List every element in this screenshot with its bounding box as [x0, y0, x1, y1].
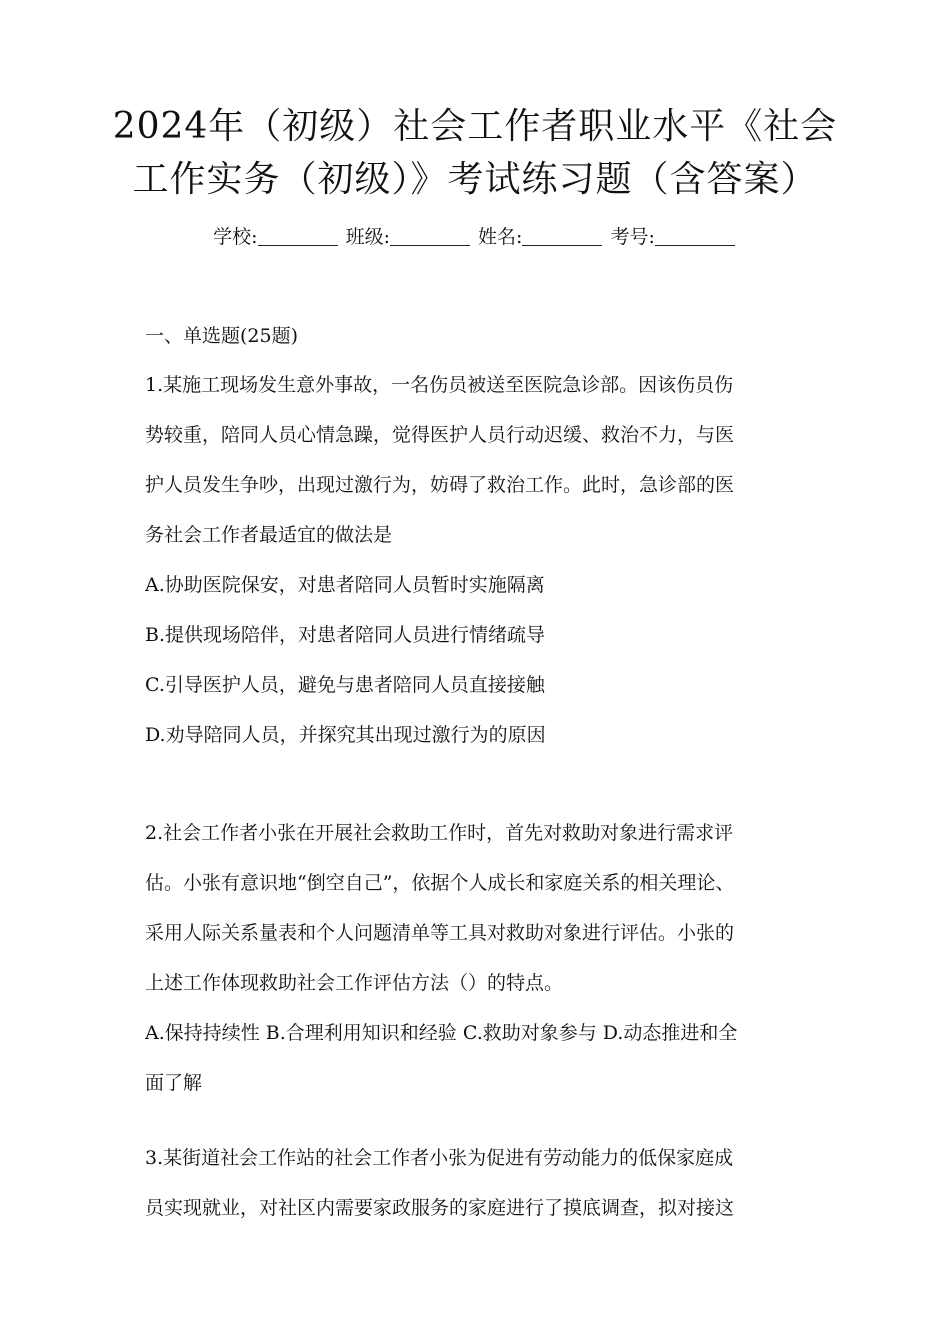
school-label: 学校:	[213, 226, 258, 248]
question-2-options: A.保持持续性 B.合理利用知识和经验 C.救助对象参与 D.动态推进和全	[145, 1022, 738, 1044]
question-1-line-3: 护人员发生争吵，出现过激行为，妨碍了救治工作。此时，急诊部的医	[145, 474, 735, 496]
document-title-line-2: 工作实务（初级）》考试练习题（含答案）	[132, 159, 818, 200]
section-heading: 一、单选题(25题)	[145, 325, 299, 347]
name-label: 姓名:	[478, 226, 523, 248]
question-2-line-2: 估。小张有意识地“倒空自己”，依据个人成长和家庭关系的相关理论、	[145, 872, 735, 894]
question-2-line-3: 采用人际关系量表和个人问题清单等工具对救助对象进行评估。小张的	[145, 922, 735, 944]
student-info-line	[100, 224, 850, 250]
question-1-line-4: 务社会工作者最适宜的做法是	[145, 524, 393, 546]
question-1-line-2: 势较重，陪同人员心情急躁，觉得医护人员行动迟缓、救治不力，与医	[145, 424, 735, 446]
question-2-options-cont: 面了解	[145, 1072, 203, 1094]
id-label: 考号:	[610, 226, 655, 248]
question-3-line-1: 3.某街道社会工作站的社会工作者小张为促进有劳动能力的低保家庭成	[145, 1147, 734, 1169]
name-blank	[522, 227, 602, 246]
question-1-option-b: B.提供现场陪伴，对患者陪同人员进行情绪疏导	[145, 624, 546, 646]
school-field	[213, 224, 339, 250]
name-field	[478, 224, 604, 250]
document-title-line-1: 2024年（初级）社会工作者职业水平《社会	[112, 106, 838, 147]
question-2-line-1: 2.社会工作者小张在开展社会救助工作时，首先对救助对象进行需求评	[145, 822, 734, 844]
question-3-line-2: 员实现就业，对社区内需要家政服务的家庭进行了摸底调查，拟对接这	[145, 1197, 735, 1219]
id-field	[610, 224, 736, 250]
id-blank	[655, 227, 735, 246]
question-2-line-4: 上述工作体现救助社会工作评估方法（）的特点。	[145, 972, 564, 994]
class-field	[346, 224, 472, 250]
class-label: 班级:	[345, 226, 390, 248]
question-1-option-a: A.协助医院保安，对患者陪同人员暂时实施隔离	[145, 574, 545, 596]
question-1-option-c: C.引导医护人员，避免与患者陪同人员直接接触	[145, 674, 545, 696]
question-1-option-d: D.劝导陪同人员，并探究其出现过激行为的原因	[145, 724, 546, 746]
school-blank	[258, 227, 338, 246]
question-1-line-1: 1.某施工现场发生意外事故，一名伤员被送至医院急诊部。因该伤员伤	[145, 374, 734, 396]
class-blank	[390, 227, 470, 246]
